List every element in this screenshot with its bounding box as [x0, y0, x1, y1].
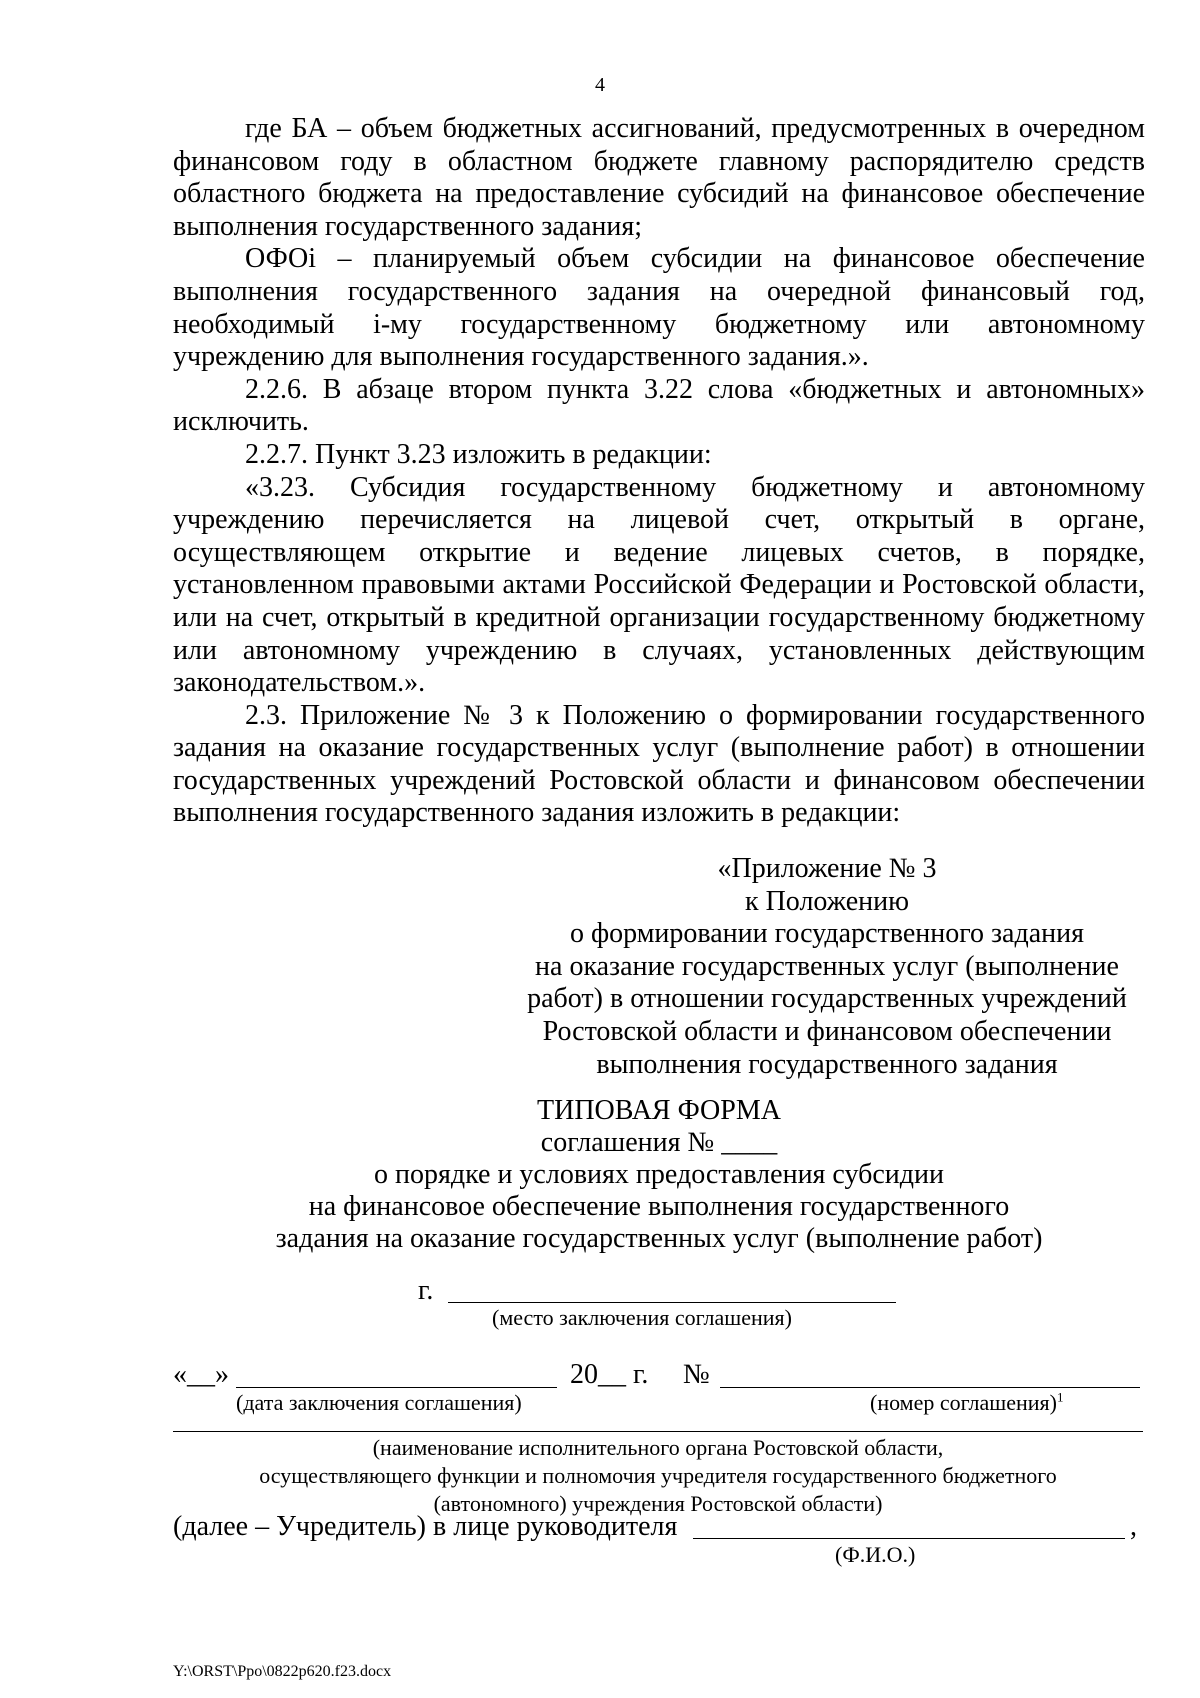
- paragraph-3-23: «3.23. Субсидия государственному бюджетному и автономному учреждению перечисляется на лицевой счет, открытый в органе, осуществляющем открытие и ведение лицевых счетов, в порядке, установленном правовыми актами Российской Федерации и Ростовской области, или на счет, открытый в кредитной организации государственному бюджетному или автономному учреждению в случаях, установленных действующим законодательством.».: [173, 471, 1145, 699]
- paragraph-2-3: 2.3. Приложение № 3 к Положению о формировании государственного задания на оказание государственных услуг (выполнение работ) в отношении государственных учреждений Ростовской области и финансовом обеспечении выполнения государственного задания изложить в редакции:: [173, 699, 1145, 829]
- appendix-line: Ростовской области и финансовом обеспечении: [542, 1015, 1112, 1047]
- founder-line-text: (далее – Учредитель) в лице руководителя: [173, 1511, 678, 1542]
- form-title-line: соглашения № ____: [540, 1127, 778, 1158]
- number-blank-line[interactable]: [720, 1387, 1140, 1388]
- year-prefix: 20__ г.: [570, 1359, 649, 1390]
- founder-caption-line: (наименование исполнительного органа Ростовской области,: [372, 1435, 944, 1460]
- form-title-line: на финансовое обеспечение выполнения государственного: [308, 1191, 1010, 1222]
- day-quote: «__»: [173, 1359, 229, 1390]
- paragraph-2-2-7: 2.2.7. Пункт 3.23 изложить в редакции:: [245, 438, 712, 470]
- paragraph-2-2-6: 2.2.6. В абзаце втором пункта 3.22 слова «бюджетных и автономных» исключить.: [173, 373, 1145, 438]
- fio-caption: (Ф.И.О.): [835, 1542, 916, 1567]
- fio-comma: ,: [1130, 1511, 1137, 1542]
- paragraph-ofo-definition: ОФОi – планируемый объем субсидии на финансовое обеспечение выполнения государственного задания на очередной финансовый год, необходимый i-му государственному бюджетному или автономному учреждению для выполнения государственного задания.».: [173, 243, 1145, 373]
- appendix-line: выполнения государственного задания: [596, 1048, 1058, 1080]
- appendix-line: работ) в отношении государственных учреждений: [527, 983, 1127, 1015]
- document-body: [173, 113, 1145, 830]
- appendix-line: к Положению: [744, 885, 910, 917]
- place-prefix: г.: [418, 1275, 434, 1306]
- date-blank-line[interactable]: [236, 1387, 557, 1388]
- form-title-line: задания на оказание государственных услуг (выполнение работ): [275, 1223, 1043, 1254]
- footnote-mark: 1: [1056, 1389, 1064, 1405]
- founder-caption: [173, 1434, 1143, 1518]
- page-number: 4: [595, 74, 605, 96]
- fio-blank-line[interactable]: [693, 1538, 1125, 1539]
- appendix-line: на оказание государственных услуг (выполнение: [535, 950, 1119, 982]
- form-title-line: ТИПОВАЯ ФОРМА: [537, 1095, 781, 1126]
- date-caption: (дата заключения соглашения): [236, 1390, 522, 1415]
- place-blank-line[interactable]: [448, 1302, 896, 1303]
- form-title: [173, 1095, 1145, 1255]
- form-title-line: о порядке и условиях предоставления субсидии: [374, 1159, 944, 1190]
- appendix-heading: [502, 853, 1152, 1081]
- founder-blank-line[interactable]: [173, 1431, 1143, 1432]
- founder-caption-line: осуществляющего функции и полномочия учредителя государственного бюджетного: [259, 1463, 1057, 1488]
- number-caption: (номер соглашения)$^1$: [870, 1389, 1064, 1415]
- founder-caption-line: (автономного) учреждения Ростовской области): [433, 1491, 883, 1516]
- footer-file-path: Y:\ORST\Ppo\0822p620.f23.docx: [173, 1663, 392, 1680]
- appendix-line: о формировании государственного задания: [569, 918, 1085, 950]
- place-caption: (место заключения соглашения): [492, 1305, 792, 1330]
- number-sign: №: [683, 1359, 710, 1390]
- paragraph-ba-definition: где БА – объем бюджетных ассигнований, предусмотренных в очередном финансовом году в областном бюджете главному распорядителю средств областного бюджета на предоставление субсидий на финансовое обеспечение выполнения государственного задания;: [173, 113, 1145, 242]
- appendix-line: «Приложение № 3: [717, 853, 937, 884]
